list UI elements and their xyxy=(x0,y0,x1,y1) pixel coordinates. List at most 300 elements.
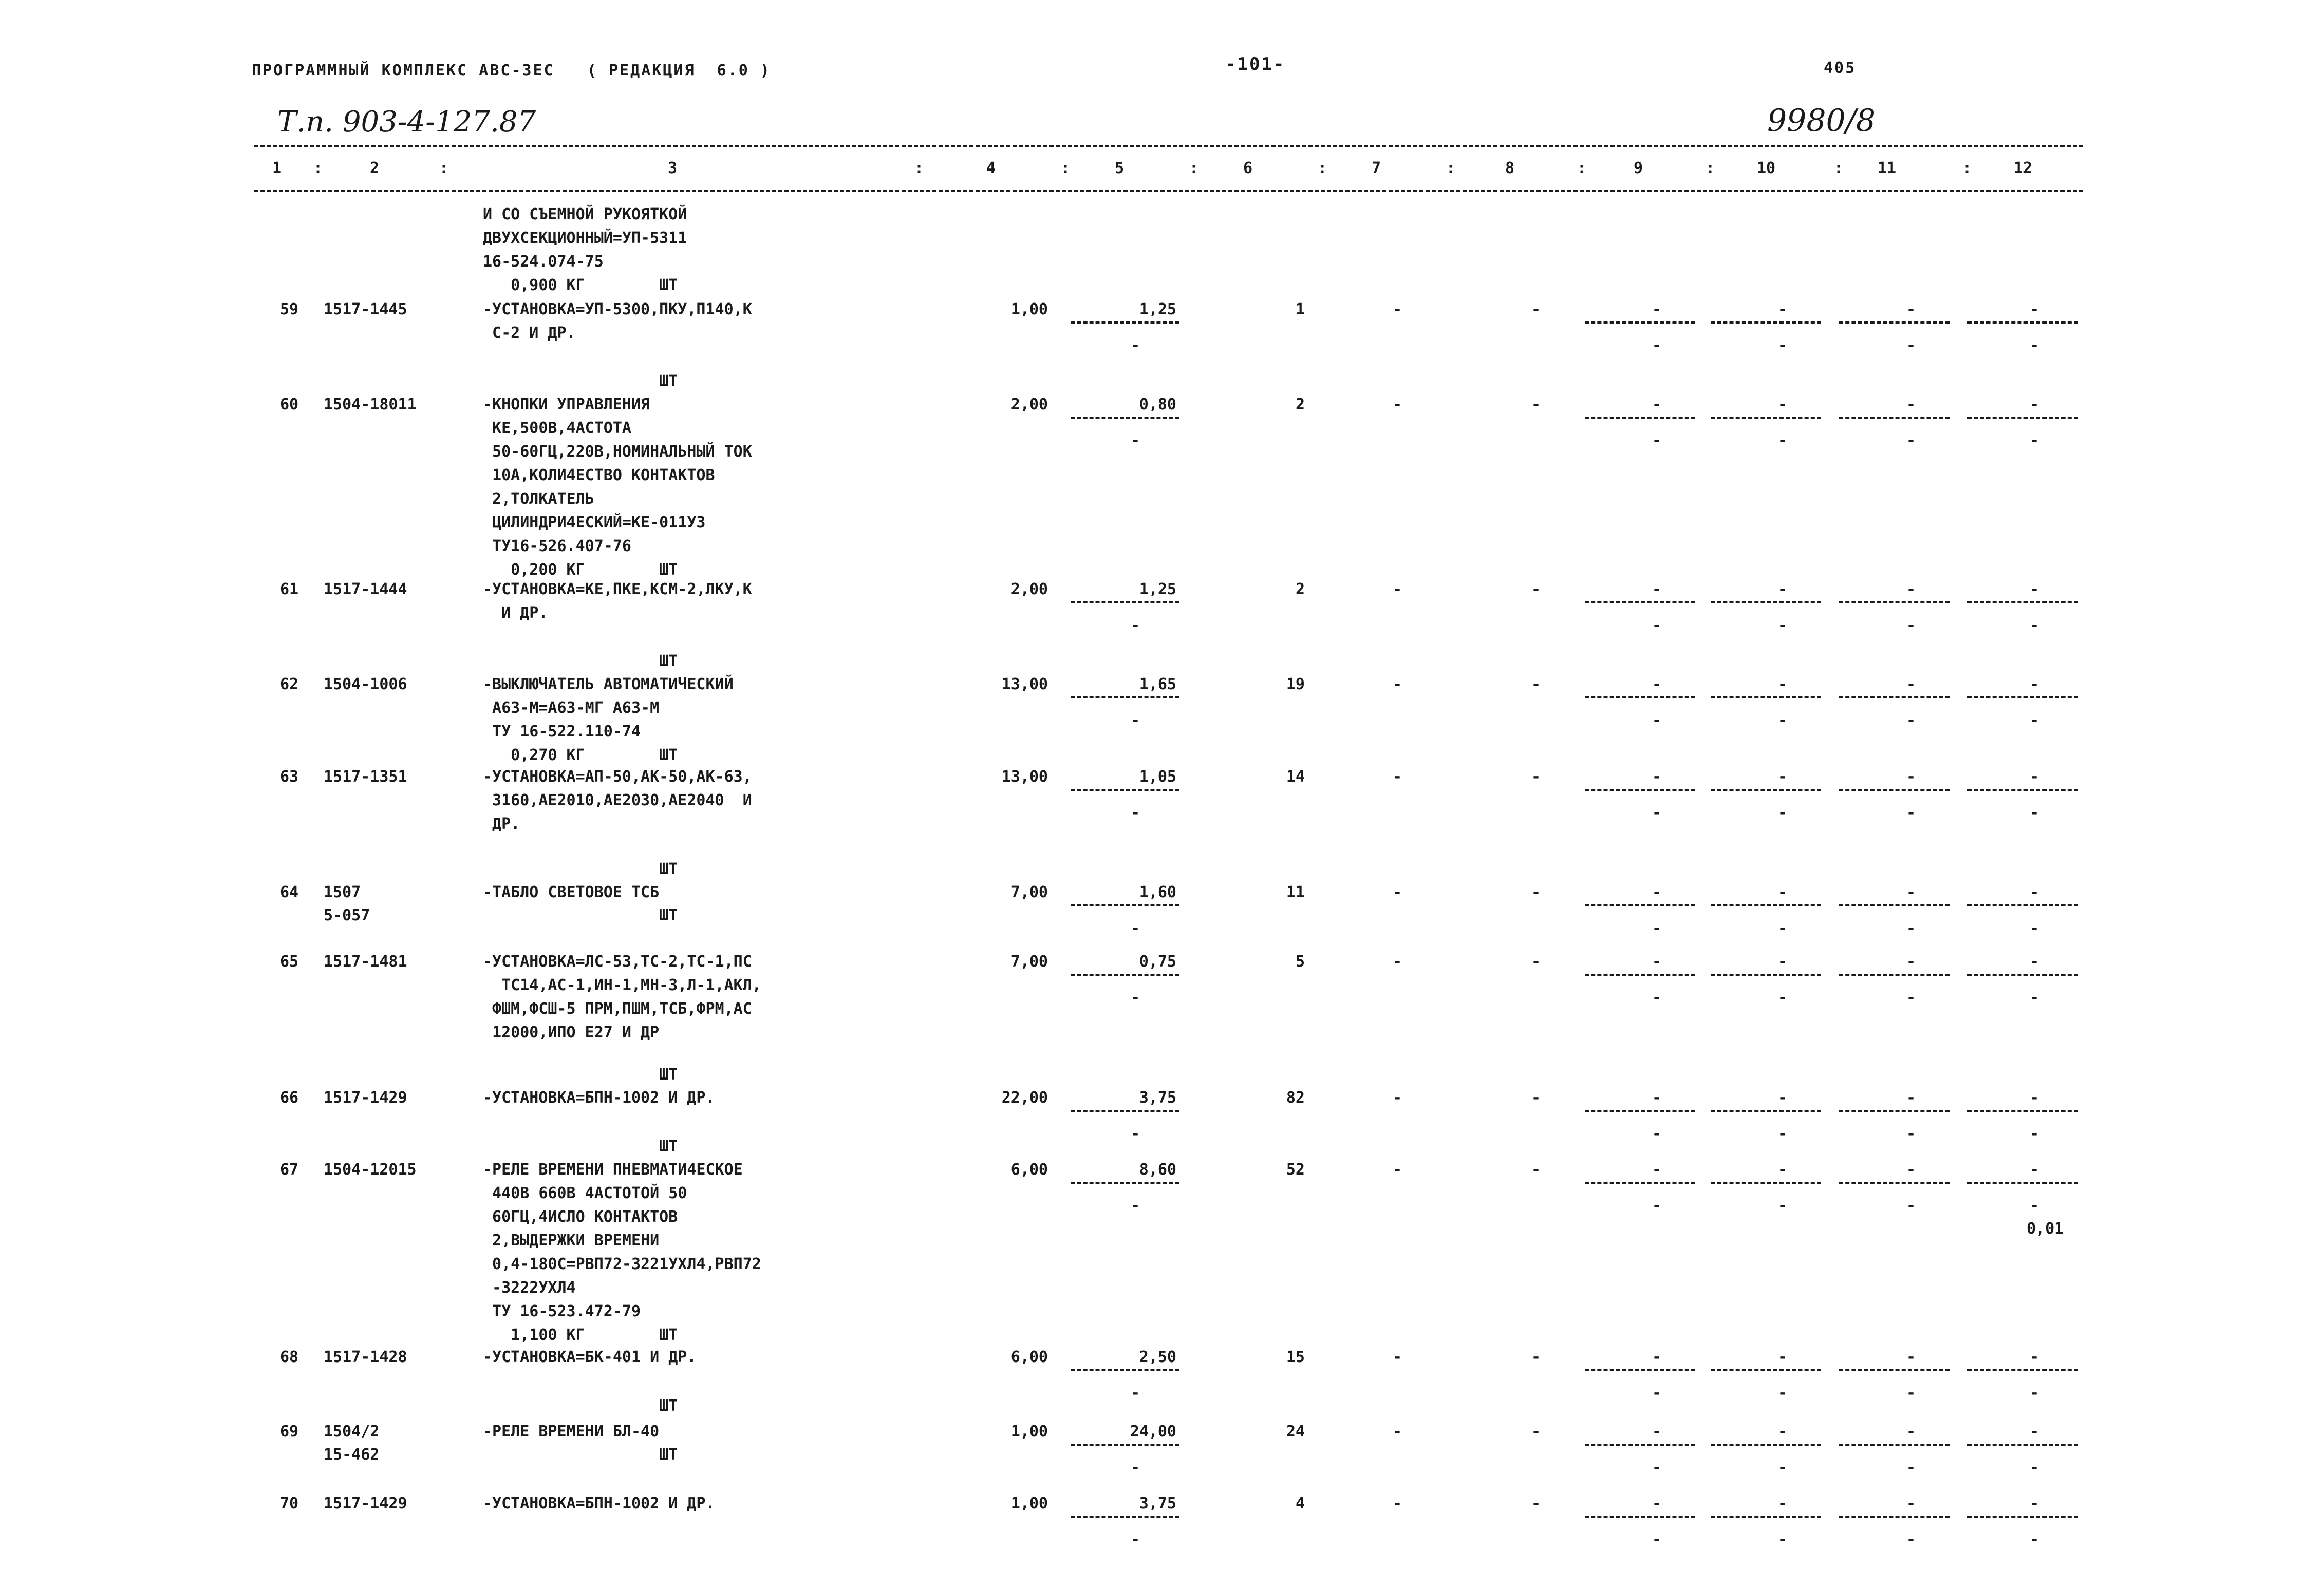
row-sum: 14 xyxy=(1286,768,1305,786)
row-number: 61 xyxy=(280,580,299,598)
col-5: 5 xyxy=(1115,159,1124,177)
row-sum: 5 xyxy=(1295,953,1305,971)
row-col12: - xyxy=(2029,1089,2039,1107)
row-col10: - xyxy=(1777,675,1788,693)
col-underline-9 xyxy=(1585,1110,1695,1112)
row-description-line: -УСТАНОВКА=БПН-1002 И ДР. xyxy=(483,1089,715,1107)
row-col8: - xyxy=(1531,1348,1541,1366)
col-underline-12 xyxy=(1967,1369,2078,1371)
row-description-line: 2,ВЫДЕРЖКИ ВРЕМЕНИ xyxy=(483,1232,660,1250)
row-quantity: 13,00 xyxy=(1001,675,1048,693)
price-sub-dash: - xyxy=(1130,431,1140,449)
col-underline-9 xyxy=(1585,974,1695,976)
sub-dash-12: - xyxy=(2029,336,2039,354)
col-underline-12 xyxy=(1967,974,2078,976)
row-code: 1517-1429 xyxy=(324,1495,407,1512)
row-quantity: 6,00 xyxy=(1010,1161,1048,1179)
row-col12: - xyxy=(2029,675,2039,693)
sub-dash-12: - xyxy=(2029,616,2039,634)
row-code: 15-462 xyxy=(324,1446,380,1464)
sub-dash-12: - xyxy=(2029,919,2039,937)
row-col12: - xyxy=(2029,953,2039,971)
row-description-line: 440В 660В 4АСТОТОЙ 50 xyxy=(483,1184,697,1202)
col-underline-9 xyxy=(1585,1369,1695,1371)
row-code: 1517-1481 xyxy=(324,953,407,971)
row-col7: - xyxy=(1392,883,1402,901)
col-underline-11 xyxy=(1839,1110,1950,1112)
col-underline-10 xyxy=(1711,974,1821,976)
sub-dash-11: - xyxy=(1906,616,1916,634)
row-number: 66 xyxy=(280,1089,299,1107)
row-col7: - xyxy=(1392,675,1402,693)
row-col7: - xyxy=(1392,580,1402,598)
row-col10: - xyxy=(1777,883,1788,901)
price-sub-dash: - xyxy=(1130,989,1140,1007)
row-description-line: -ТАБЛО СВЕТОВОЕ ТСБ xyxy=(483,883,660,901)
row-col8: - xyxy=(1531,1423,1541,1441)
row-number: 65 xyxy=(280,953,299,971)
col-underline-10 xyxy=(1711,321,1821,324)
row-description-line: -3222УХЛ4 xyxy=(483,1279,576,1297)
row-col8: - xyxy=(1531,580,1541,598)
row-code: 1504-1006 xyxy=(324,675,407,693)
row-price: 24,00 xyxy=(1130,1423,1176,1441)
row-col9: - xyxy=(1652,1495,1662,1512)
row-description-line: 0,200 КГ ШТ xyxy=(483,561,678,579)
row-description-line: ШТ xyxy=(483,1397,678,1415)
row-sum: 11 xyxy=(1286,883,1305,901)
col-4: 4 xyxy=(986,159,996,177)
row-sum: 52 xyxy=(1286,1161,1305,1179)
col-underline-9 xyxy=(1585,417,1695,419)
row-col10: - xyxy=(1777,1495,1788,1512)
col-underline-11 xyxy=(1839,1369,1950,1371)
row-description-line: ТУ16-526.407-76 xyxy=(483,537,631,555)
sub-dash-9: - xyxy=(1652,336,1662,354)
price-underline xyxy=(1071,789,1179,791)
sub-dash-10: - xyxy=(1777,989,1788,1007)
price-underline xyxy=(1071,1516,1179,1518)
col-underline-11 xyxy=(1839,789,1950,791)
row-sum: 19 xyxy=(1286,675,1305,693)
col-underline-11 xyxy=(1839,974,1950,976)
col-underline-10 xyxy=(1711,1182,1821,1184)
sub-dash-9: - xyxy=(1652,616,1662,634)
row-col10: - xyxy=(1777,580,1788,598)
row-col11: - xyxy=(1906,580,1916,598)
row-col8: - xyxy=(1531,1495,1541,1512)
row-col11: - xyxy=(1906,1423,1916,1441)
row-description-line: ШТ xyxy=(483,1138,678,1156)
page-mark: -101- xyxy=(1225,54,1286,74)
sub-dash-11: - xyxy=(1906,804,1916,822)
sub-dash-12: - xyxy=(2029,1125,2039,1143)
row-description-line: 2,ТОЛКАТЕЛЬ xyxy=(483,490,594,508)
row-description-line: -УСТАНОВКА=БПН-1002 И ДР. xyxy=(483,1495,715,1512)
row-col11: - xyxy=(1906,1161,1916,1179)
row-description-line: 60ГЦ,4ИСЛО КОНТАКТОВ xyxy=(483,1208,678,1226)
row-col11: - xyxy=(1906,1348,1916,1366)
row-description-line: ШТ xyxy=(483,1446,678,1464)
row-col9: - xyxy=(1652,675,1662,693)
col-underline-12 xyxy=(1967,1444,2078,1446)
sub-dash-10: - xyxy=(1777,616,1788,634)
price-sub-dash: - xyxy=(1130,1125,1140,1143)
row-sum: 2 xyxy=(1295,395,1305,413)
row-quantity: 6,00 xyxy=(1010,1348,1048,1366)
row-code: 1517-1351 xyxy=(324,768,407,786)
row-description-line: 16-524.074-75 xyxy=(483,253,604,271)
col-underline-10 xyxy=(1711,1444,1821,1446)
row-price: 1,60 xyxy=(1139,883,1176,901)
price-underline xyxy=(1071,321,1179,324)
col-underline-10 xyxy=(1711,789,1821,791)
row-col12: - xyxy=(2029,395,2039,413)
col-underline-12 xyxy=(1967,1182,2078,1184)
col-underline-12 xyxy=(1967,321,2078,324)
sub-dash-10: - xyxy=(1777,1459,1788,1477)
col-underline-12 xyxy=(1967,1516,2078,1518)
row-col11: - xyxy=(1906,768,1916,786)
row-number: 62 xyxy=(280,675,299,693)
row-sum: 82 xyxy=(1286,1089,1305,1107)
row-col8: - xyxy=(1531,883,1541,901)
row-code: 1517-1429 xyxy=(324,1089,407,1107)
sub-dash-10: - xyxy=(1777,1197,1788,1215)
row-description-line: ЦИЛИНДРИ4ЕСКИЙ=КЕ-011У3 xyxy=(483,514,706,532)
row-code: 5-057 xyxy=(324,906,370,924)
row-sum: 4 xyxy=(1295,1495,1305,1512)
col-underline-12 xyxy=(1967,904,2078,906)
sub-dash-10: - xyxy=(1777,431,1788,449)
col-underline-12 xyxy=(1967,417,2078,419)
row-code: 1504-12015 xyxy=(324,1161,417,1179)
sub-dash-9: - xyxy=(1652,804,1662,822)
row-col10: - xyxy=(1777,300,1788,318)
row-quantity: 7,00 xyxy=(1010,883,1048,901)
row-col11: - xyxy=(1906,675,1916,693)
col-underline-12 xyxy=(1967,1110,2078,1112)
row-description-line: ШТ xyxy=(483,1066,678,1084)
row-col7: - xyxy=(1392,300,1402,318)
price-sub-dash: - xyxy=(1130,336,1140,354)
row-col10: - xyxy=(1777,1348,1788,1366)
row-price: 0,80 xyxy=(1139,395,1176,413)
row-price: 3,75 xyxy=(1139,1089,1176,1107)
sub-dash-10: - xyxy=(1777,1125,1788,1143)
price-underline xyxy=(1071,601,1179,603)
sub-dash-11: - xyxy=(1906,1197,1916,1215)
row-code: 1517-1445 xyxy=(324,300,407,318)
col-underline-9 xyxy=(1585,904,1695,906)
sub-dash-12: - xyxy=(2029,804,2039,822)
sub-dash-10: - xyxy=(1777,711,1788,729)
row-description-line: 3160,АЕ2010,АЕ2030,АЕ2040 И xyxy=(483,791,752,809)
col-7: 7 xyxy=(1372,159,1381,177)
sub-dash-10: - xyxy=(1777,1384,1788,1402)
row-description-line: ШТ xyxy=(483,860,678,878)
sub-dash-11: - xyxy=(1906,1459,1916,1477)
row-code: 1504-18011 xyxy=(324,395,417,413)
col-underline-9 xyxy=(1585,601,1695,603)
row-price: 3,75 xyxy=(1139,1495,1176,1512)
row-quantity: 7,00 xyxy=(1010,953,1048,971)
col-underline-9 xyxy=(1585,1444,1695,1446)
row-description-line: -УСТАНОВКА=УП-5300,ПКУ,П140,К xyxy=(483,300,752,318)
col-underline-9 xyxy=(1585,321,1695,324)
sub-dash-9: - xyxy=(1652,1197,1662,1215)
row-col11: - xyxy=(1906,300,1916,318)
sub-dash-12: - xyxy=(2029,1384,2039,1402)
price-underline xyxy=(1071,696,1179,698)
price-sub-dash: - xyxy=(1130,616,1140,634)
row-number: 70 xyxy=(280,1495,299,1512)
project-code: Т.п. 903-4-127.87 xyxy=(277,105,536,139)
row-code: 1507 xyxy=(324,883,361,901)
row-description-line: ШТ xyxy=(483,372,678,390)
row-price: 1,65 xyxy=(1139,675,1176,693)
row-quantity: 22,00 xyxy=(1001,1089,1048,1107)
row-description-line: ДР. xyxy=(483,815,520,833)
row-col7: - xyxy=(1392,395,1402,413)
col-1: 1 xyxy=(272,159,282,177)
sub-dash-9: - xyxy=(1652,711,1662,729)
row-description-line: ТУ 16-523.472-79 xyxy=(483,1302,641,1320)
row-description-line: -ВЫКЛЮЧАТЕЛЬ АВТОМАТИЧЕСКИЙ xyxy=(483,675,734,693)
page-number: 405 xyxy=(1824,59,1857,77)
sub-dash-9: - xyxy=(1652,989,1662,1007)
sub-dash-11: - xyxy=(1906,1530,1916,1548)
row-col9: - xyxy=(1652,1089,1662,1107)
price-sub-dash: - xyxy=(1130,1384,1140,1402)
row-number: 69 xyxy=(280,1423,299,1441)
col-10: 10 xyxy=(1757,159,1776,177)
col-underline-10 xyxy=(1711,417,1821,419)
row-col10: - xyxy=(1777,768,1788,786)
col-underline-11 xyxy=(1839,417,1950,419)
row-code: 1504/2 xyxy=(324,1423,380,1441)
row-description-line: ТУ 16-522.110-74 xyxy=(483,723,641,741)
row-quantity: 2,00 xyxy=(1010,395,1048,413)
row-description-line: 50-60ГЦ,220В,НОМИНАЛЬНЫЙ ТОК xyxy=(483,443,752,461)
col-underline-11 xyxy=(1839,321,1950,324)
row-col7: - xyxy=(1392,1495,1402,1512)
price-underline xyxy=(1071,1444,1179,1446)
sub-dash-11: - xyxy=(1906,1384,1916,1402)
row-description-line: С-2 И ДР. xyxy=(483,324,576,342)
row-col8: - xyxy=(1531,300,1541,318)
row-quantity: 13,00 xyxy=(1001,768,1048,786)
row-col7: - xyxy=(1392,768,1402,786)
row-col8: - xyxy=(1531,953,1541,971)
row-description-line: -КНОПКИ УПРАВЛЕНИЯ xyxy=(483,395,650,413)
col-underline-11 xyxy=(1839,1516,1950,1518)
col-underline-10 xyxy=(1711,1516,1821,1518)
col-underline-12 xyxy=(1967,601,2078,603)
row-quantity: 1,00 xyxy=(1010,300,1048,318)
col-underline-10 xyxy=(1711,1110,1821,1112)
col-2: 2 xyxy=(370,159,380,177)
row-col12: - xyxy=(2029,1348,2039,1366)
row-price: 8,60 xyxy=(1139,1161,1176,1179)
row-description-line: А63-М=А63-МГ А63-М xyxy=(483,699,660,717)
sub-dash-12: - xyxy=(2029,431,2039,449)
sub-dash-12: - xyxy=(2029,1459,2039,1477)
row-description-line: -УСТАНОВКА=ЛС-53,ТС-2,ТС-1,ПС xyxy=(483,953,752,971)
col-underline-9 xyxy=(1585,1182,1695,1184)
col-8: 8 xyxy=(1505,159,1515,177)
row-description-line: КЕ,500В,4АСТОТА xyxy=(483,419,631,437)
col-underline-9 xyxy=(1585,696,1695,698)
row-price: 1,25 xyxy=(1139,580,1176,598)
col-underline-11 xyxy=(1839,904,1950,906)
col-underline-12 xyxy=(1967,789,2078,791)
row-sum: 15 xyxy=(1286,1348,1305,1366)
col-6: 6 xyxy=(1243,159,1253,177)
col-underline-11 xyxy=(1839,1182,1950,1184)
sub-dash-9: - xyxy=(1652,919,1662,937)
row-code: 1517-1428 xyxy=(324,1348,407,1366)
row-number: 64 xyxy=(280,883,299,901)
price-underline xyxy=(1071,1369,1179,1371)
col-underline-9 xyxy=(1585,789,1695,791)
row-description-line: И СО СЪЕМНОЙ РУКОЯТКОЙ xyxy=(483,205,687,223)
row-description-line: 10А,КОЛИ4ЕСТВО КОНТАКТОВ xyxy=(483,466,715,484)
sub-dash-10: - xyxy=(1777,336,1788,354)
row-number: 59 xyxy=(280,300,299,318)
row-description-line: -УСТАНОВКА=АП-50,АК-50,АК-63, xyxy=(483,768,752,786)
sub-dash-9: - xyxy=(1652,1459,1662,1477)
row-sum: 24 xyxy=(1286,1423,1305,1441)
sub-dash-10: - xyxy=(1777,919,1788,937)
sub-dash-12: - xyxy=(2029,1530,2039,1548)
price-sub-dash: - xyxy=(1130,1459,1140,1477)
col-11: 11 xyxy=(1878,159,1897,177)
row-price: 1,05 xyxy=(1139,768,1176,786)
col-underline-10 xyxy=(1711,904,1821,906)
row-col11: - xyxy=(1906,953,1916,971)
row-col9: - xyxy=(1652,300,1662,318)
price-sub-dash: - xyxy=(1130,919,1140,937)
sub-dash-10: - xyxy=(1777,1530,1788,1548)
row-col9: - xyxy=(1652,1348,1662,1366)
row-description-line: ТС14,АС-1,ИН-1,МН-3,Л-1,АКЛ, xyxy=(483,976,761,994)
row-col12: - xyxy=(2029,1423,2039,1441)
sub-dash-11: - xyxy=(1906,1125,1916,1143)
row-description-line: ШТ xyxy=(483,906,678,924)
col-underline-10 xyxy=(1711,1369,1821,1371)
sub-dash-12: - xyxy=(2029,1197,2039,1215)
row-col10: - xyxy=(1777,953,1788,971)
row-col9: - xyxy=(1652,1423,1662,1441)
price-sub-dash: - xyxy=(1130,804,1140,822)
header-rule-bottom xyxy=(254,190,2083,192)
row-description-line: И ДР. xyxy=(483,604,548,622)
row-col10: - xyxy=(1777,395,1788,413)
row-col10: - xyxy=(1777,1089,1788,1107)
row-col12: - xyxy=(2029,768,2039,786)
document-number: 9980/8 xyxy=(1767,103,1876,139)
col12-value: 0,01 xyxy=(2027,1220,2064,1238)
row-col8: - xyxy=(1531,1161,1541,1179)
row-quantity: 2,00 xyxy=(1010,580,1048,598)
col-underline-10 xyxy=(1711,601,1821,603)
row-description-line: -РЕЛЕ ВРЕМЕНИ ПНЕВМАТИ4ЕСКОЕ xyxy=(483,1161,743,1179)
sub-dash-10: - xyxy=(1777,804,1788,822)
row-sum: 2 xyxy=(1295,580,1305,598)
row-description-line: -РЕЛЕ ВРЕМЕНИ БЛ-40 xyxy=(483,1423,660,1441)
row-col11: - xyxy=(1906,1495,1916,1512)
row-number: 63 xyxy=(280,768,299,786)
price-underline xyxy=(1071,1182,1179,1184)
sub-dash-9: - xyxy=(1652,1530,1662,1548)
row-col7: - xyxy=(1392,953,1402,971)
sub-dash-12: - xyxy=(2029,711,2039,729)
row-number: 67 xyxy=(280,1161,299,1179)
price-underline xyxy=(1071,974,1179,976)
row-price: 1,25 xyxy=(1139,300,1176,318)
price-sub-dash: - xyxy=(1130,711,1140,729)
sub-dash-9: - xyxy=(1652,431,1662,449)
header-rule-top xyxy=(254,145,2083,147)
sub-dash-11: - xyxy=(1906,431,1916,449)
row-quantity: 1,00 xyxy=(1010,1495,1048,1512)
row-col12: - xyxy=(2029,1495,2039,1512)
price-sub-dash: - xyxy=(1130,1530,1140,1548)
col-underline-12 xyxy=(1967,696,2078,698)
row-col10: - xyxy=(1777,1423,1788,1441)
row-col12: - xyxy=(2029,300,2039,318)
row-col8: - xyxy=(1531,395,1541,413)
row-col9: - xyxy=(1652,580,1662,598)
row-number: 68 xyxy=(280,1348,299,1366)
row-col11: - xyxy=(1906,1089,1916,1107)
sub-dash-11: - xyxy=(1906,336,1916,354)
col-9: 9 xyxy=(1634,159,1643,177)
col-underline-10 xyxy=(1711,696,1821,698)
sub-dash-9: - xyxy=(1652,1125,1662,1143)
row-description-line: ШТ xyxy=(483,652,678,670)
row-description-line: 0,4-180С=РВП72-3221УХЛ4,РВП72 xyxy=(483,1255,761,1273)
sub-dash-11: - xyxy=(1906,919,1916,937)
row-col7: - xyxy=(1392,1423,1402,1441)
row-col10: - xyxy=(1777,1161,1788,1179)
price-sub-dash: - xyxy=(1130,1197,1140,1215)
row-description-line: 0,270 КГ ШТ xyxy=(483,746,678,764)
row-col11: - xyxy=(1906,395,1916,413)
sub-dash-11: - xyxy=(1906,711,1916,729)
col-12: 12 xyxy=(2014,159,2033,177)
row-col12: - xyxy=(2029,580,2039,598)
row-col12: - xyxy=(2029,1161,2039,1179)
price-underline xyxy=(1071,904,1179,906)
sub-dash-12: - xyxy=(2029,989,2039,1007)
row-col7: - xyxy=(1392,1161,1402,1179)
row-col12: - xyxy=(2029,883,2039,901)
row-description-line: ДВУХСЕКЦИОННЫЙ=УП-5311 xyxy=(483,229,687,247)
col-underline-9 xyxy=(1585,1516,1695,1518)
row-col8: - xyxy=(1531,1089,1541,1107)
price-underline xyxy=(1071,417,1179,419)
row-col9: - xyxy=(1652,768,1662,786)
row-quantity: 1,00 xyxy=(1010,1423,1048,1441)
col-underline-11 xyxy=(1839,1444,1950,1446)
row-col8: - xyxy=(1531,675,1541,693)
row-col9: - xyxy=(1652,883,1662,901)
row-col11: - xyxy=(1906,883,1916,901)
col-3: 3 xyxy=(668,159,678,177)
row-sum: 1 xyxy=(1295,300,1305,318)
